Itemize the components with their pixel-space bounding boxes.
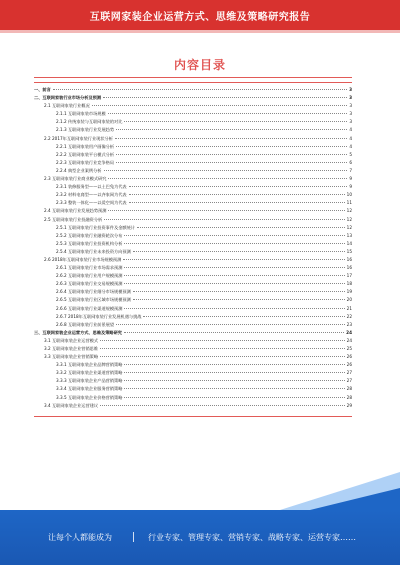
toc-entry-page: 23: [346, 321, 352, 327]
toc-leader-dots: [124, 332, 344, 333]
footer-slogan-right: 行业专家、管理专家、营销专家、战略专家、运营专家……: [148, 533, 356, 542]
toc-leader-dots: [100, 340, 345, 341]
toc-entry[interactable]: [34, 175, 352, 183]
toc-entry-page: 15: [346, 248, 352, 254]
toc-entry-page: 24: [346, 337, 352, 343]
toc-leader-dots: [104, 170, 348, 171]
toc-entry-page: 7: [349, 167, 352, 173]
toc-entry[interactable]: [34, 402, 352, 410]
toc-entry-label: 2.1.2 传统家装与互联网家装的对比: [56, 119, 123, 125]
toc-leader-dots: [124, 380, 344, 381]
toc-entry[interactable]: [34, 272, 352, 280]
toc-leader-dots: [108, 113, 348, 114]
table-of-contents: [34, 86, 352, 410]
toc-entry-page: 24: [346, 329, 352, 335]
toc-entry-page: 20: [346, 297, 352, 303]
toc-entry[interactable]: [34, 232, 352, 240]
toc-entry[interactable]: [34, 86, 352, 94]
toc-entry-page: 12: [346, 208, 352, 214]
toc-entry[interactable]: [34, 385, 352, 393]
toc-entry-label: 2.5.1 互联网家装行业投资事件及金额统计: [56, 224, 135, 230]
toc-leader-dots: [124, 372, 344, 373]
toc-entry[interactable]: [34, 353, 352, 361]
footer-divider: [133, 532, 134, 542]
header-stripe: [0, 30, 400, 33]
toc-entry-label: 3.2 互联网家装企业营销思维: [44, 346, 99, 351]
toc-entry-label: 2.6.6 互联网家装行业渠道规模预测: [56, 305, 123, 311]
toc-top-rule: [34, 77, 352, 78]
toc-entry[interactable]: [34, 191, 352, 199]
toc-leader-dots: [129, 194, 345, 195]
toc-entry-page: 3: [349, 87, 352, 92]
toc-bottom-rule: [34, 416, 352, 417]
toc-entry-label: 2.6 2018年互联网家装行业市场规模预测: [44, 256, 122, 262]
toc-leader-dots: [116, 129, 347, 130]
toc-entry-page: 6: [349, 159, 352, 165]
toc-entry-label: 2.4 互联网家装行业发展趋势预测: [44, 208, 107, 214]
toc-leader-dots: [124, 275, 344, 276]
toc-entry-label: 3.3.3 互联网家装企业产品营销策略: [56, 378, 123, 384]
toc-leader-dots: [116, 154, 347, 155]
toc-second-rule: [34, 82, 352, 83]
toc-leader-dots: [104, 219, 344, 220]
toc-entry[interactable]: [34, 199, 352, 207]
toc-entry-page: 29: [346, 402, 352, 408]
toc-entry-label: 2.3 互联网家装行业商业模式研究: [44, 176, 107, 182]
toc-entry-page: 26: [346, 354, 352, 360]
toc-entry-page: 10: [346, 192, 352, 198]
toc-entry-label: 2.6.5 互联网家装行业区域市场规模预测: [56, 297, 131, 303]
toc-entry-page: 3: [349, 103, 352, 109]
toc-entry[interactable]: [34, 151, 352, 159]
toc-entry-label: 2.1.1 互联网家装市场规模: [56, 111, 106, 117]
toc-entry-label: 2.6.2 互联网家装行业用户规模预测: [56, 273, 123, 279]
toc-entry-label: 2.1 互联网家装行业概况: [44, 103, 90, 109]
toc-entry-page: 3: [349, 95, 352, 101]
toc-entry[interactable]: [34, 216, 352, 224]
toc-leader-dots: [124, 243, 344, 244]
toc-entry-page: 28: [346, 386, 352, 392]
toc-entry-label: 2.1.3 互联网家装行业发展趋势: [56, 127, 115, 133]
toc-leader-dots: [124, 283, 344, 284]
toc-entry[interactable]: [34, 288, 352, 296]
toc-entry[interactable]: [34, 256, 352, 264]
toc-entry[interactable]: [34, 167, 352, 175]
toc-leader-dots: [100, 356, 345, 357]
toc-leader-dots: [123, 259, 344, 260]
toc-entry-page: 4: [349, 135, 352, 141]
toc-entry-label: 一、前言: [34, 87, 51, 92]
report-title: 互联网家装企业运营方式、思维及策略研究报告: [89, 12, 311, 23]
toc-leader-dots: [124, 364, 344, 365]
toc-entry-page: 28: [346, 394, 352, 400]
toc-entry[interactable]: [34, 135, 352, 143]
toc-entry[interactable]: [34, 305, 352, 313]
toc-entry-page: 27: [346, 378, 352, 384]
toc-entry[interactable]: [34, 183, 352, 191]
toc-entry[interactable]: [34, 321, 352, 329]
toc-entry-page: 13: [346, 232, 352, 238]
toc-entry[interactable]: [34, 280, 352, 288]
toc-entry[interactable]: [34, 296, 352, 304]
toc-entry[interactable]: [34, 240, 352, 248]
toc-leader-dots: [100, 405, 345, 406]
toc-entry-page: 9: [349, 176, 352, 182]
toc-entry-label: 2.3.2 材料电商型——以齐家网为代表: [56, 192, 127, 198]
toc-entry-label: 3.3.1 互联网家装企业品牌营销策略: [56, 362, 123, 368]
toc-entry[interactable]: [34, 313, 352, 321]
footer-decoration-inner: [310, 488, 400, 510]
toc-leader-dots: [133, 291, 345, 292]
toc-entry-page: 19: [346, 289, 352, 295]
toc-entry[interactable]: [34, 345, 352, 353]
toc-entry[interactable]: [34, 377, 352, 385]
toc-entry[interactable]: [34, 94, 352, 102]
toc-entry-label: 3.3.5 互联网家装企业价格营销策略: [56, 394, 123, 400]
toc-entry-page: 16: [346, 256, 352, 262]
toc-leader-dots: [115, 138, 347, 139]
toc-entry-page: 3: [349, 119, 352, 125]
toc-entry-page: 4: [349, 127, 352, 133]
toc-leader-dots: [53, 89, 347, 90]
toc-entry-label: 3.3.4 互联网家装企业服务营销策略: [56, 386, 123, 392]
footer-banner: [0, 510, 400, 565]
toc-entry[interactable]: [34, 394, 352, 402]
toc-entry-page: 4: [349, 143, 352, 149]
toc-leader-dots: [108, 210, 344, 211]
toc-leader-dots: [116, 324, 345, 325]
toc-entry-label: 3.4 互联网家装企业运营建议: [44, 402, 99, 408]
toc-entry[interactable]: [34, 207, 352, 215]
toc-entry-label: 2.5 互联网家装行业投融资分析: [44, 216, 103, 222]
toc-entry-label: 2.3.1 装修服务型——以土巴兔为代表: [56, 184, 127, 190]
toc-entry-label: 2.2.3 互联网家装行业竞争格局: [56, 159, 115, 165]
report-header: [0, 0, 400, 30]
toc-entry-page: 12: [346, 224, 352, 230]
toc-entry-label: 2.6.7 2018年互联网家装行业发展机遇与挑战: [56, 313, 142, 319]
toc-leader-dots: [124, 308, 344, 309]
toc-entry-page: 27: [346, 370, 352, 376]
toc-leader-dots: [103, 97, 347, 98]
toc-entry-page: 22: [346, 313, 352, 319]
toc-entry[interactable]: [34, 337, 352, 345]
toc-entry-label: 二、互联网家装行业市场分析及预测: [34, 95, 102, 101]
toc-leader-dots: [133, 251, 345, 252]
toc-entry-label: 三、互联网家装企业运营方式、思维及策略研究: [34, 329, 122, 335]
toc-entry-page: 21: [346, 305, 352, 311]
toc-entry-label: 2.5.4 互联网家装行业未来投资方向预测: [56, 248, 131, 254]
toc-entry[interactable]: [34, 159, 352, 167]
toc-entry-page: 12: [346, 216, 352, 222]
toc-entry-label: 2.6.1 互联网家装行业市场需求预测: [56, 265, 123, 271]
toc-entry-page: 25: [346, 346, 352, 351]
toc-entry[interactable]: [34, 329, 352, 337]
toc-entry-label: 2.6.8 互联网家装行业前景展望: [56, 321, 115, 327]
toc-leader-dots: [124, 235, 344, 236]
toc-entry-page: 9: [349, 184, 352, 190]
toc-entry[interactable]: [34, 264, 352, 272]
toc-entry-page: 14: [346, 240, 352, 246]
toc-entry-label: 3.3 互联网家装企业营销策略: [44, 354, 99, 360]
toc-entry-label: 3.3.2 互联网家装企业渠道营销策略: [56, 370, 123, 376]
toc-leader-dots: [124, 397, 344, 398]
toc-leader-dots: [133, 299, 345, 300]
toc-entry-label: 2.6.4 互联网家装行业细分市场规模预测: [56, 289, 131, 295]
toc-entry[interactable]: [34, 118, 352, 126]
footer-slogan-left: 让每个人都能成为: [48, 533, 112, 542]
toc-entry-page: 26: [346, 362, 352, 368]
toc-leader-dots: [124, 388, 344, 389]
toc-entry[interactable]: [34, 143, 352, 151]
toc-entry-label: 2.3.3 整装一体化——以爱空间为代表: [56, 200, 127, 206]
toc-entry-label: 2.2.2 互联网家装平台模式分析: [56, 151, 115, 157]
toc-entry-label: 3.1 互联网家装企业运营模式: [44, 337, 99, 343]
toc-entry-label: 2.2.4 典型企业案例分析: [56, 167, 102, 173]
toc-entry-page: 5: [349, 151, 352, 157]
toc-entry-label: 2.5.3 互联网家装行业投资机构分析: [56, 240, 123, 246]
toc-leader-dots: [92, 105, 348, 106]
toc-title: 内容目录: [173, 58, 226, 72]
toc-entry[interactable]: [34, 248, 352, 256]
toc-entry[interactable]: [34, 102, 352, 110]
toc-entry[interactable]: [34, 369, 352, 377]
toc-leader-dots: [137, 227, 345, 228]
toc-leader-dots: [100, 348, 345, 349]
toc-entry-label: 2.5.2 互联网家装行业融资轮次分布: [56, 232, 123, 238]
toc-leader-dots: [129, 202, 345, 203]
toc-entry-label: 2.2 2017年互联网家装行业现状分析: [44, 135, 113, 141]
toc-leader-dots: [116, 162, 347, 163]
toc-leader-dots: [124, 121, 347, 122]
toc-leader-dots: [143, 316, 344, 317]
toc-entry[interactable]: [34, 110, 352, 118]
toc-entry[interactable]: [34, 224, 352, 232]
toc-entry[interactable]: [34, 361, 352, 369]
toc-entry-page: 11: [346, 200, 352, 206]
toc-entry-label: 2.2.1 互联网家装用户画像分析: [56, 143, 115, 149]
toc-entry-label: 2.6.3 互联网家装行业交易规模预测: [56, 281, 123, 287]
toc-leader-dots: [116, 146, 347, 147]
toc-leader-dots: [108, 178, 347, 179]
toc-entry-page: 18: [346, 281, 352, 287]
toc-entry-page: 3: [349, 111, 352, 117]
toc-entry-page: 16: [346, 265, 352, 271]
toc-entry-page: 17: [346, 273, 352, 279]
toc-leader-dots: [129, 186, 348, 187]
toc-entry[interactable]: [34, 126, 352, 134]
toc-leader-dots: [124, 267, 344, 268]
